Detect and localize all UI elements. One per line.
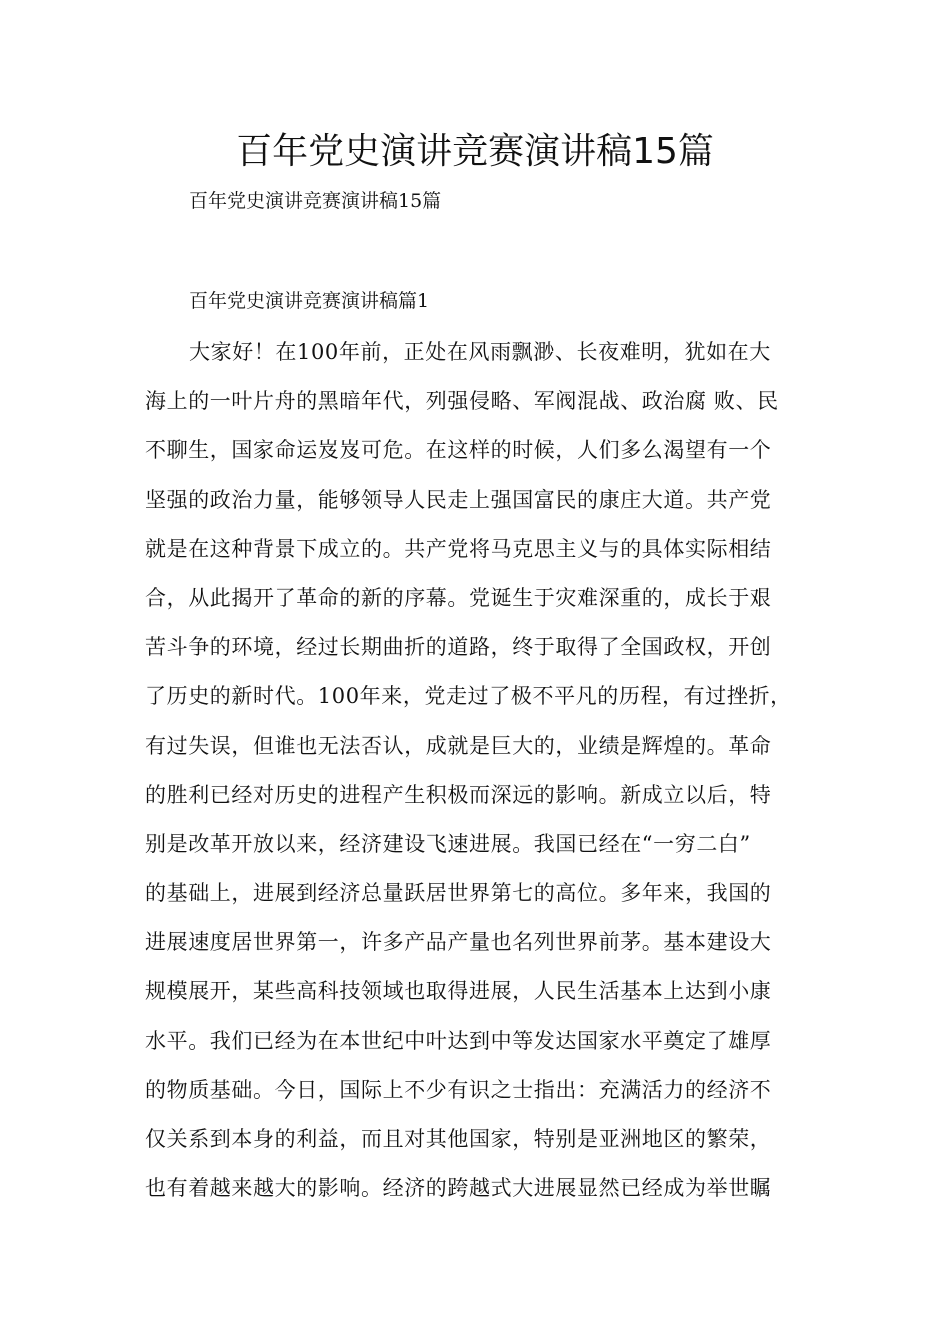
- body-line: 的物质基础。今日，国际上不少有识之士指出：充满活力的经济不: [145, 1077, 772, 1102]
- body-line: 有过失误，但谁也无法否认，成就是巨大的，业绩是辉煌的。革命: [145, 733, 772, 758]
- body-line: 的基础上，进展到经济总量跃居世界第七的高位。多年来，我国的: [145, 881, 772, 906]
- body-line: 的胜利已经对历史的进程产生积极而深远的影响。新成立以后，特: [145, 782, 772, 807]
- body-line: 进展速度居世界第一，许多产品产量也名列世界前茅。基本建设大: [145, 930, 772, 955]
- body-line: 不聊生，国家命运岌岌可危。在这样的时候，人们多么渴望有一个: [145, 438, 772, 463]
- body-line: 苦斗争的环境，经过长期曲折的道路，终于取得了全国政权，开创: [145, 635, 772, 660]
- body-text: [145, 336, 835, 1221]
- body-line: 水平。我们已经为在本世纪中叶达到中等发达国家水平奠定了雄厚: [145, 1028, 772, 1053]
- body-line: 就是在这种背景下成立的。共产党将马克思主义与的具体实际相结: [145, 536, 772, 561]
- body-line: 仅关系到本身的利益，而且对其他国家，特别是亚洲地区的繁荣，: [145, 1127, 772, 1151]
- body-line: 坚强的政治力量，能够领导人民走上强国富民的康庄大道。共产党: [145, 487, 772, 512]
- body-line: 合，从此揭开了革命的新的序幕。党诞生于灾难深重的，成长于艰: [145, 585, 772, 610]
- body-line: 别是改革开放以来，经济建设飞速进展。我国已经在“一穷二白”: [145, 831, 751, 856]
- document-title: 百年党史演讲竞赛演讲稿15篇: [236, 131, 714, 172]
- body-line: 也有着越来越大的影响。经济的跨越式大进展显然已经成为举世瞩: [145, 1176, 772, 1201]
- body-line: 了历史的新时代。100年来，党走过了极不平凡的历程，有过挫折，: [145, 684, 792, 709]
- section-heading: 百年党史演讲竞赛演讲稿篇1: [189, 290, 430, 312]
- body-line: 大家好！在100年前，正处在风雨飘渺、长夜难明，犹如在大: [189, 340, 771, 364]
- body-line: 规模展开，某些高科技领域也取得进展，人民生活基本上达到小康: [145, 979, 772, 1004]
- body-line: 海上的一叶片舟的黑暗年代，列强侵略、军阀混战、政治腐 败、民: [145, 389, 779, 414]
- document-subtitle: 百年党史演讲竞赛演讲稿15篇: [189, 190, 442, 212]
